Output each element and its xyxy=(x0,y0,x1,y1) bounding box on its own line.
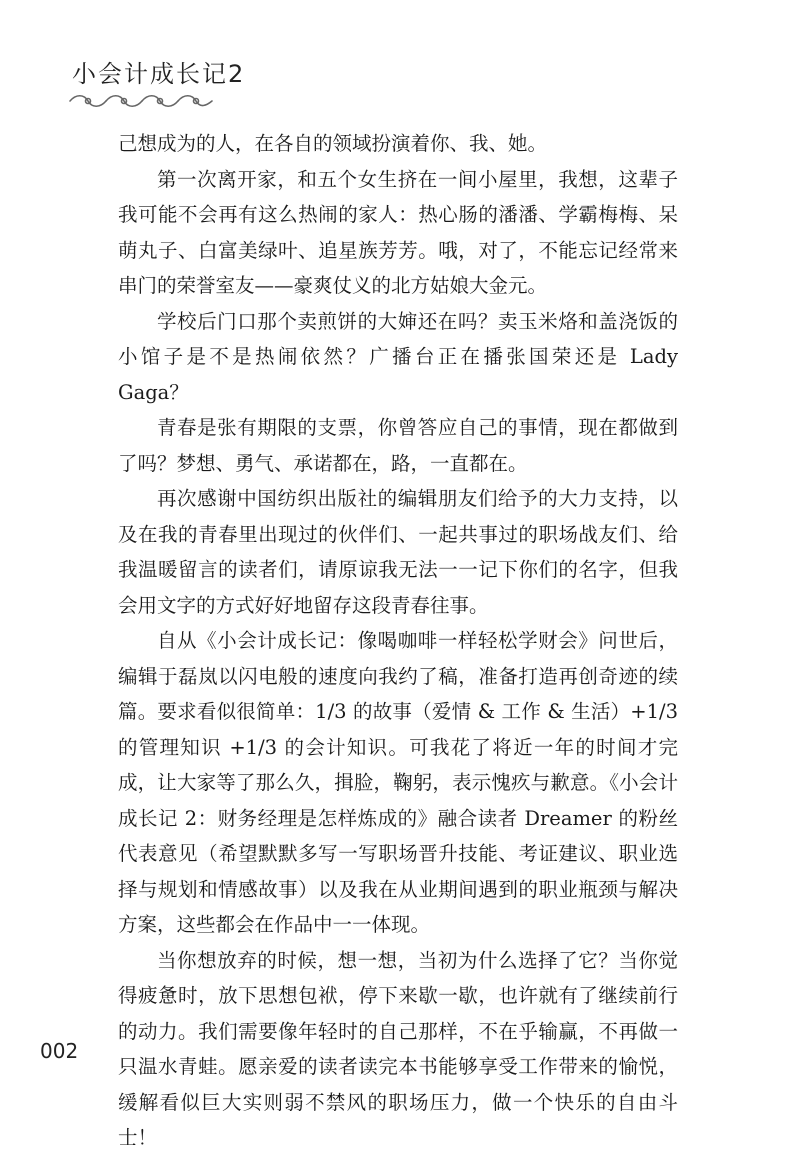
paragraph: 再次感谢中国纺织出版社的编辑朋友们给予的大力支持，以及在我的青春里出现过的伙伴们、一起共事过的职场战友们、给我温暖留言的读者们，请原谅我无法一一记下你们的名字，但我会用文字的方式好好地留存这段青春往事。 xyxy=(118,487,678,617)
book-title: 小会计成长记2 xyxy=(72,60,246,88)
paragraph: 自从《小会计成长记：像喝咖啡一样轻松学财会》问世后，编辑于磊岚以闪电般的速度向我约了稿，准备打造再创奇迹的续篇。要求看似很简单：1/3 的故事（爱情 & 工作 & 生活）+1/3 的管理知识 +1/3 的会计知识。可我花了将近一年的时间才完成，让大家等了那么久，揖脸，鞠躬，表示愧疚与歉意。《小会计成长记 2：财务经理是怎样炼成的》融合读者 Dreamer 的粉丝代表意见（希望默默多写一写职场晋升技能、考证建议、职业选择与规划和情感故事）以及我在从业期间遇到的职业瓶颈与解决方案，这些都会在作品中一一体现。 xyxy=(118,629,678,936)
body-text xyxy=(118,126,678,1156)
swirl-ornament-icon xyxy=(66,92,216,110)
paragraph: 当你想放弃的时候，想一想，当初为什么选择了它？当你觉得疲惫时，放下思想包袱，停下来歇一歇，也许就有了继续前行的动力。我们需要像年轻时的自己那样，不在乎输赢，不再做一只温水青蛙。愿亲爱的读者读完本书能够享受工作带来的愉悦，缓解看似巨大实则弱不禁风的职场压力，做一个快乐的自由斗士！ xyxy=(118,948,678,1149)
paragraph: 青春是张有期限的支票，你曾答应自己的事情，现在都做到了吗？梦想、勇气、承诺都在，路，一直都在。 xyxy=(118,416,678,475)
running-header xyxy=(72,60,312,110)
paragraph: 己想成为的人，在各自的领域扮演着你、我、她。 xyxy=(118,132,548,155)
paragraph: 学校后门口那个卖煎饼的大婶还在吗？卖玉米烙和盖浇饭的小馆子是不是热闹依然？广播台正在播张国荣还是 Lady Gaga？ xyxy=(118,309,678,404)
paragraph: 第一次离开家，和五个女生挤在一间小屋里，我想，这辈子我可能不会再有这么热闹的家人：热心肠的潘潘、学霸梅梅、呆萌丸子、白富美绿叶、追星族芳芳。哦，对了，不能忘记经常来串门的荣誉室友——豪爽仗义的北方姑娘大金元。 xyxy=(118,167,678,297)
page-number: 002 xyxy=(40,1039,79,1063)
